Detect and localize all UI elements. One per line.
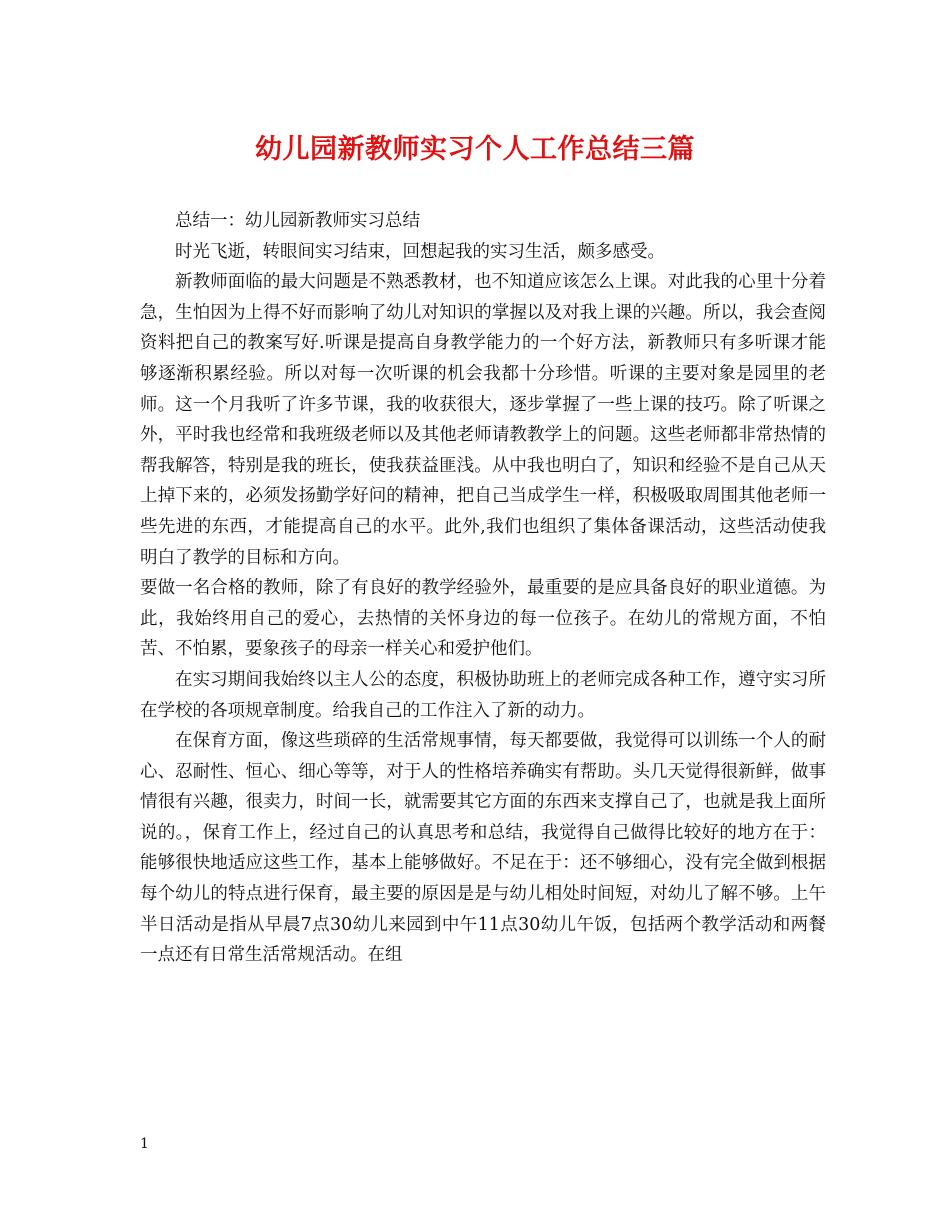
page-number: 1 xyxy=(140,1136,149,1152)
paragraph: 在实习期间我始终以主人公的态度，积极协助班上的老师完成各种工作，遵守实习所在学校的各项规章制度。给我自己的工作注入了新的动力。 xyxy=(140,669,826,721)
paragraph: 要做一名合格的教师，除了有良好的教学经验外，最重要的是应具备良好的职业道德。为此，我始终用自己的爱心，去热情的关怀身边的每一位孩子。在幼儿的常规方面，不怕苦、不怕累，要象孩子的母亲一样关心和爱护他们。 xyxy=(140,578,826,660)
section-heading: 总结一：幼儿园新教师实习总结 xyxy=(175,211,420,231)
paragraph: 新教师面临的最大问题是不熟悉教材，也不知道应该怎么上课。对此我的心里十分着急，生怕因为上得不好而影响了幼儿对知识的掌握以及对我上课的兴趣。所以，我会查阅资料把自己的教案写好.听课是提高自身教学能力的一个好方法，新教师只有多听课才能够逐渐积累经验。所以对每一次听课的机会我都十分珍惜。听课的主要对象是园里的老师。这一个月我听了许多节课，我的收获很大，逐步掌握了一些上课的技巧。除了听课之外，平时我也经常和我班级老师以及其他老师请教教学上的问题。这些老师都非常热情的帮我解答，特别是我的班长，使我获益匪浅。从中我也明白了，知识和经验不是自己从天上掉下来的，必须发扬勤学好问的精神，把自己当成学生一样，积极吸取周围其他老师一些先进的东西，才能提高自己的水平。此外,我们也组织了集体备课活动，这些活动使我明白了教学的目标和方向。 xyxy=(140,272,826,568)
paragraph: 时光飞逝，转眼间实习结束，回想起我的实习生活，颇多感受。 xyxy=(175,241,665,262)
document-title: 幼儿园新教师实习个人工作总结三篇 xyxy=(255,134,695,165)
paragraph: 在保育方面，像这些琐碎的生活常规事情，每天都要做，我觉得可以训练一个人的耐心、忍耐性、恒心、细心等等，对于人的性格培养确实有帮助。头几天觉得很新鲜，做事情很有兴趣，很卖力，时间一长，就需要其它方面的东西来支撑自己了，也就是我上面所说的。，保育工作上，经过自己的认真思考和总结，我觉得自己做得比较好的地方在于：能够很快地适应这些工作，基本上能够做好。不足在于：还不够细心，没有完全做到根据每个幼儿的特点进行保育，最主要的原因是是与幼儿相处时间短，对幼儿了解不够。上午半日活动是指从早晨7点30幼儿来园到中午11点30幼儿午饭，包括两个教学活动和两餐一点还有日常生活常规活动。在组 xyxy=(140,731,826,966)
document-body xyxy=(140,206,826,971)
